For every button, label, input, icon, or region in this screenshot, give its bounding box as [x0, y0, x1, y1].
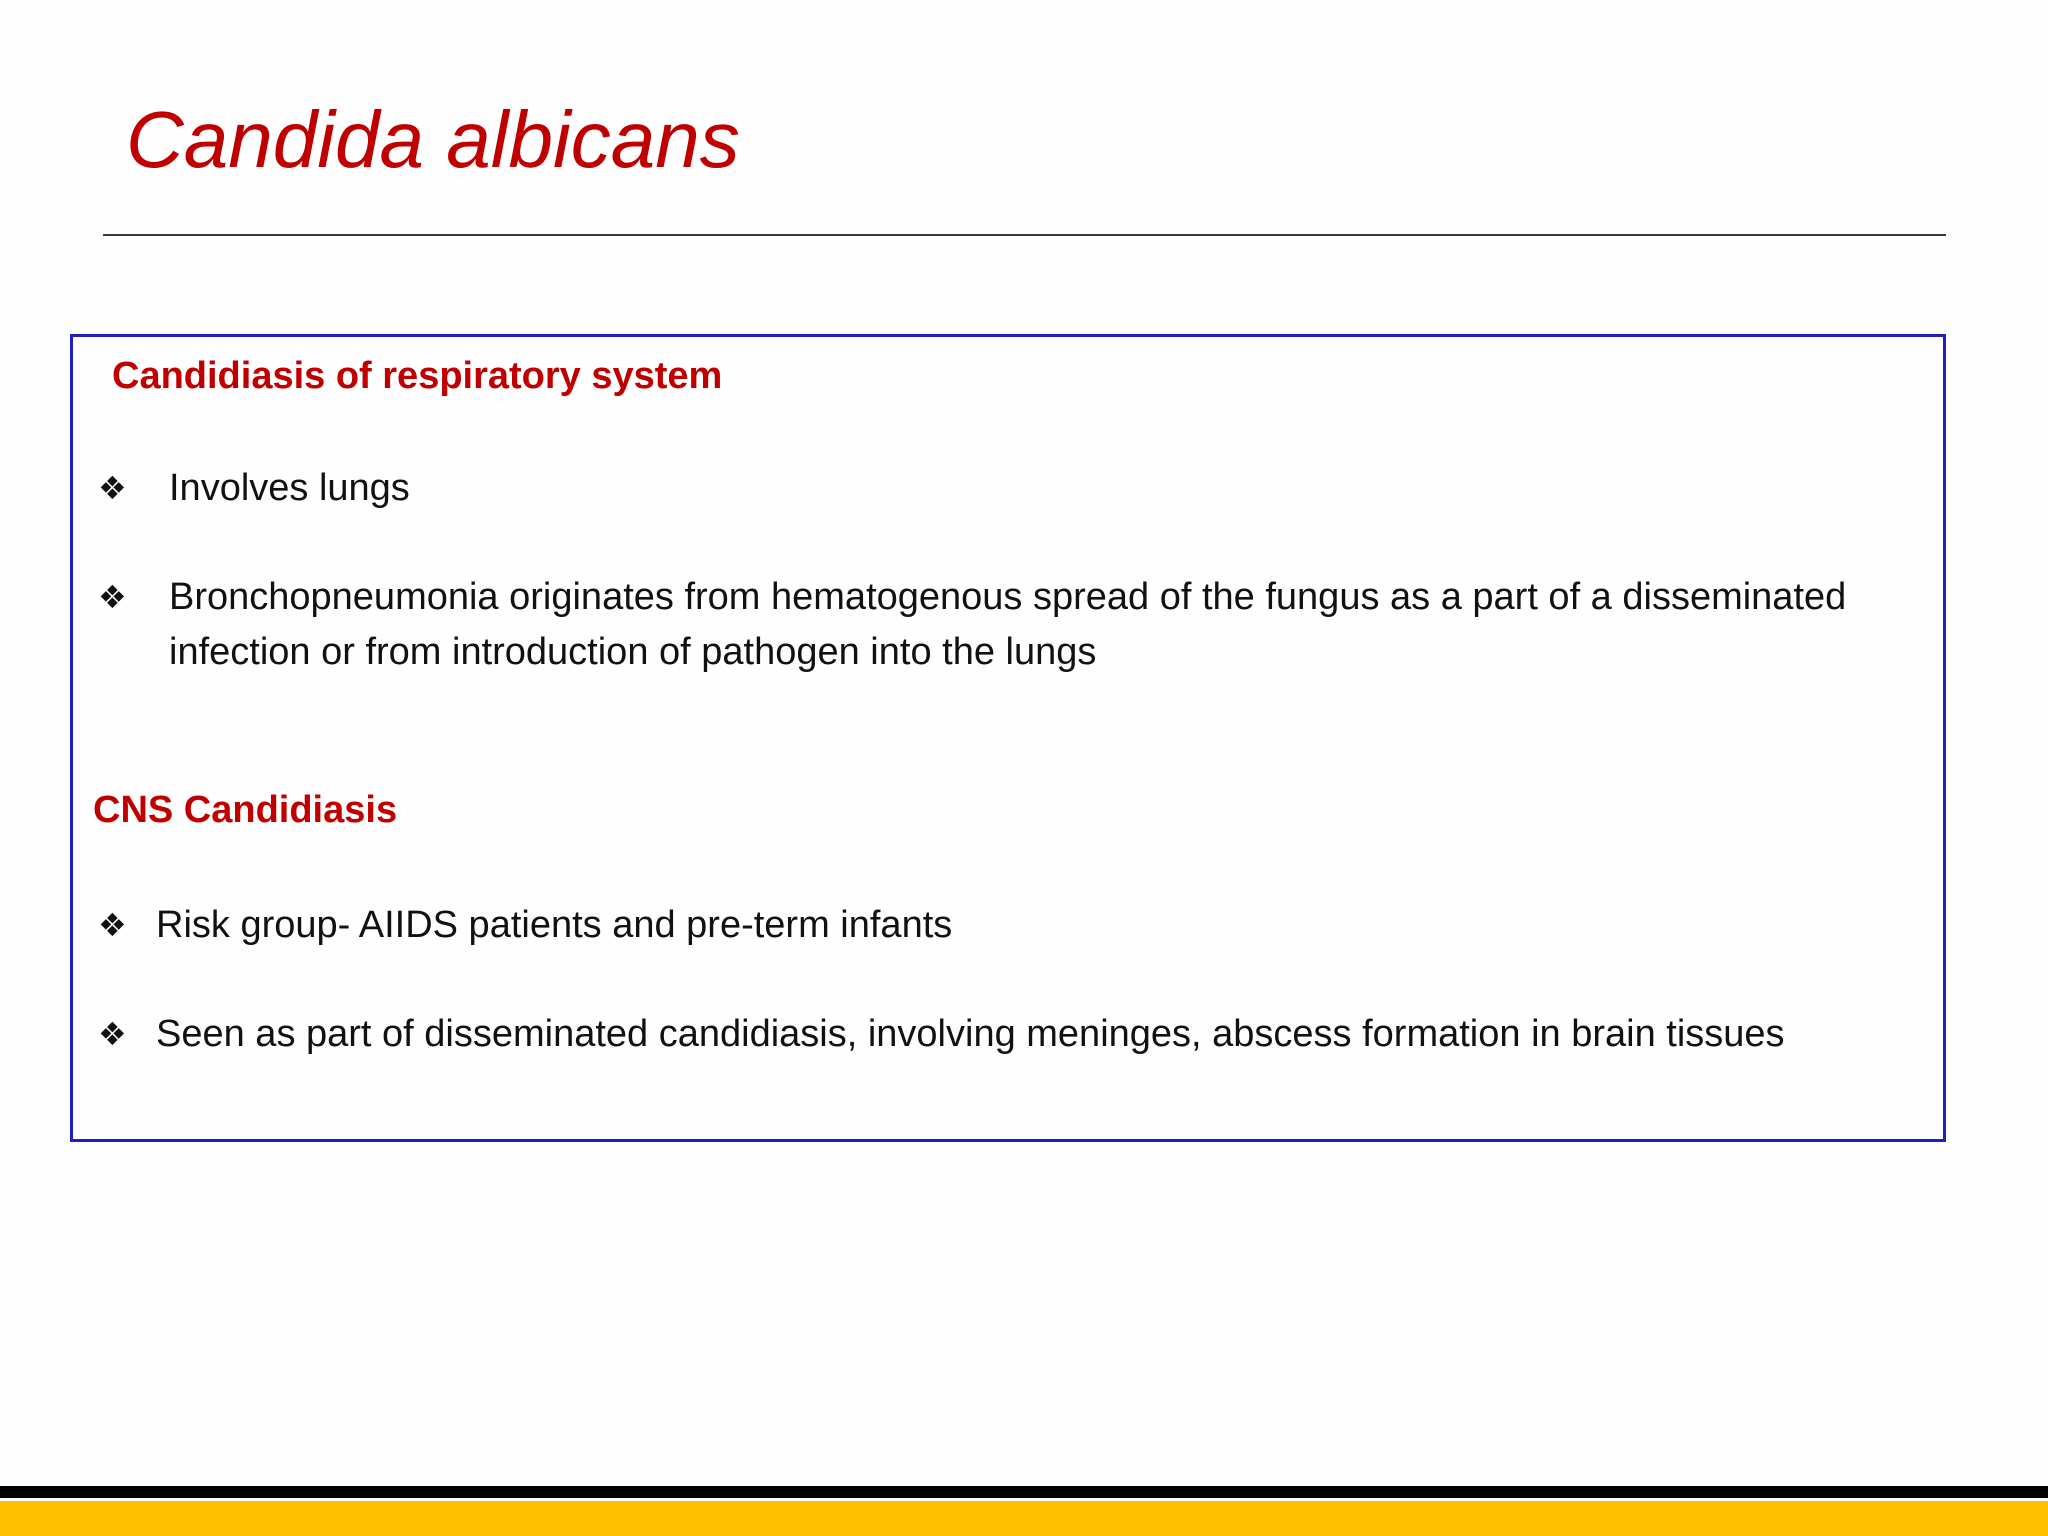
- bullet-text: Seen as part of disseminated candidiasis, involving meninges, abscess formation in brain tissues: [156, 1013, 1785, 1055]
- list-item: [98, 461, 1898, 521]
- list-item: [98, 570, 1898, 685]
- bullet-text: Involves lungs: [169, 467, 410, 509]
- list-item: [98, 1007, 1928, 1067]
- diamond-bullet-icon: ❖: [98, 578, 127, 616]
- diamond-bullet-icon: ❖: [98, 1015, 127, 1053]
- section-heading-respiratory: Candidiasis of respiratory system: [112, 355, 723, 397]
- footer-band-yellow: [0, 1501, 2048, 1536]
- section-heading-cns: CNS Candidiasis: [93, 789, 398, 831]
- footer-band-black: [0, 1486, 2048, 1498]
- slide-title: Candida albicans: [126, 95, 740, 184]
- list-item: [98, 898, 1918, 958]
- content-box: [70, 334, 1946, 1142]
- diamond-bullet-icon: ❖: [98, 469, 127, 507]
- bullet-text: Bronchopneumonia originates from hematogenous spread of the fungus as a part of a disseminated infection or from introduction of pathogen into the lungs: [169, 576, 1847, 673]
- title-divider: [103, 234, 1946, 236]
- bullet-text: Risk group- AIIDS patients and pre-term infants: [156, 904, 953, 946]
- diamond-bullet-icon: ❖: [98, 906, 127, 944]
